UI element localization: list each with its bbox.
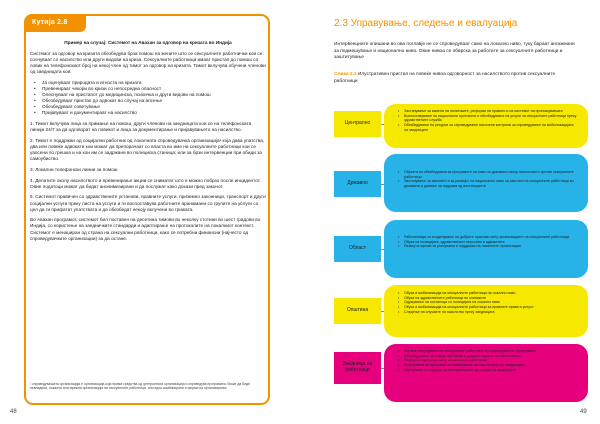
list-item: • Пријавуваат и документираат на насилство: [34, 110, 266, 116]
list-item: • Развој на мрежа за упатувања и поддршка на локалните организации: [398, 244, 578, 249]
level-state: [334, 154, 588, 214]
level-panel: [384, 220, 588, 278]
list-item: • Работилница за споделување на добрите практики меѓу организациите на сексуалните работници: [398, 235, 578, 240]
figure-caption: [334, 72, 578, 85]
case-study-point: Во Аваxан програмот, системот бил поставен на десетина тимови во неколку стотини во шест градови во Индија, со користење на заедничките стандарди и адаптирање на протоколите на локалниот контекст. Системот е менаџиран од страна на сексуални работници, како се потребни финансии (најчесто од спроведувачките организации) за да останe.: [30, 217, 261, 241]
section-title: 2.3 Управување, следење и евалуација: [334, 18, 518, 29]
case-study-point: 2. Тимот е поддржан од социјални работник од локалната спроведувачка организација¹ која дава упатства, два или повеќе адвокати кои можат да препорачаат со власта во име на сексуалните работници кои се уапсени по грешка и на кои им се задржани во полициска станица; или за брзи интервенции при обиди за самоубиство.: [30, 138, 265, 162]
list-item: • Обука на полицијата, здравствениот персонал и адвокатите: [398, 240, 578, 245]
case-study-point: 3. Локални телефонски линии за помош: [30, 166, 118, 172]
page-number-left: 48: [10, 409, 17, 415]
level-panel: [384, 344, 588, 402]
list-item: • Олеснуваат на пристапот до медицинска, психичка и други видови на помош: [34, 92, 266, 98]
case-study-point: 5. Системот правичен со здравствените установи, правните услуги, приземно законници, транспорт и други социјални услуги преку листа на услуги и ги воспоставува работните аранжмани со групите на услуги со цел да ги прифатат упатствата и да обезбедат некоју вклучени во грижата.: [30, 194, 266, 212]
level-label: Област: [334, 236, 381, 262]
list-item: • Обука и мобилизација на сексуалните работници за правните права и услуги: [398, 305, 578, 310]
case-study-point: 4. Делатите околу насилството и превенирање акции се сниматат што е можно побрзо после инцидентот. Овие податоци можат да бидат анонимизирани и да послужат како докази пред законот.: [30, 177, 261, 189]
level-label: Заедница на работници: [334, 352, 381, 384]
figure-caption-text: Илустративен пристап на повеќе нивоа одговорност за насилството против сексуалните работници: [334, 72, 556, 84]
footnote: ¹ спроведувачката организација е организација која прима средства од централната организација и спроведува програмата. Може да биде невладина, локална или мрежна организација на сексуалните работници, или една комбинирани и форми на организирање.: [30, 382, 250, 391]
level-panel: [384, 285, 588, 337]
case-study-point: 1. Тимот вклучува лица за примање на помош, други членови на заедницата кои се на телефонската линија 24/7 за да одговорат на повикот и лица за документирање и пријавувањето на насилство.: [30, 121, 252, 133]
list-item: • Воспоставување на национални протоколи и обезбедување на услуги за сексуалните работници преку здравствените служби: [398, 114, 578, 123]
level-label: Централно: [334, 111, 381, 137]
list-item: • Превенираат чекори во кризи со непосредна опасност: [34, 86, 266, 92]
section-intro: Интервенциите опишани во ова поглавје не се спроведуваат само на локално ниво, туку бараат ангажмани за подмешување и национално ниво. Овие нивоа се обврска за работите за сексуалните работници и заштитување: [334, 42, 575, 61]
level-label: Општина: [334, 298, 381, 324]
list-item: • Обезбедуваат советување: [34, 104, 266, 110]
list-item: • Застапување за измена на политиките, реформи на правото и на системот на пропишувањата: [398, 109, 578, 114]
list-item: • Вклучување во програми за намалување на насилството во заедницата: [398, 363, 578, 368]
list-item: • Обезбедуваат пристап до адвокат во случај на апсење: [34, 98, 266, 104]
level-panel: [384, 154, 588, 212]
level-panel: [384, 104, 588, 148]
case-study-content: [30, 40, 266, 246]
list-item: • Обезбедување на ресурси за спроведување насочени контроли за спроведување на мобилизацијата на заедниците: [398, 123, 578, 132]
case-study-bullets: [34, 80, 266, 117]
level-community: [334, 344, 588, 402]
list-item: • Застапување за законите и за развојот на национално ниво за заштита на сексуалните работници во државата и давање на подршка од институциите: [398, 179, 578, 188]
case-study-title: Пример на случај: Системот на Аваxан за одговор на кризата во Индија: [64, 40, 232, 45]
list-item: • Обука на здравствените работници во клиниките: [398, 296, 578, 301]
right-page: [300, 0, 600, 424]
list-item: • Активно вклучување на сексуалните работници во структурите на одлучување: [398, 349, 578, 354]
figure-label: Слика 2.1: [334, 72, 357, 77]
level-central: [334, 104, 588, 148]
level-municipality: [334, 285, 588, 337]
list-item: • Ја оценуваат природата и итноста на кризата: [34, 80, 266, 86]
case-study-intro: Системот за одговор на кризата обезбедува брза помош на жените што се сексуалните работнички кои се соочуваат со насилство или други видови на криза. Сексуалните работници имаат пристап до помош со повик на телефонскиот број на некој член од тимот за одговор на кризата. Тимот вклучува обучени членови од заедницата кои:: [30, 50, 266, 74]
list-item: • Обука и мобилизација на сексуалните работници на локално ниво: [398, 291, 578, 296]
page-number-right: 49: [580, 409, 587, 415]
box-tab-label: Кутија 2.8: [24, 14, 86, 32]
level-label: Државно: [334, 171, 381, 197]
list-item: • Оценување и следење на интервенциите од страна на заедницата: [398, 368, 578, 373]
level-district: [334, 220, 588, 278]
list-item: • Следење на случаите на насилство преку заедницата: [398, 310, 578, 315]
list-item: • Обезбедување на помош при кризи и документирање на насилството: [398, 354, 578, 359]
list-item: • Обуката на обезбедувачи за програмите на ниво на државата околу насилството против сексуалните работници: [398, 170, 578, 179]
list-item: • Развој на лидерство меѓу сексуалните работници: [398, 358, 578, 363]
list-item: • Одржување на состаноци со полицијата на локално ниво: [398, 300, 578, 305]
